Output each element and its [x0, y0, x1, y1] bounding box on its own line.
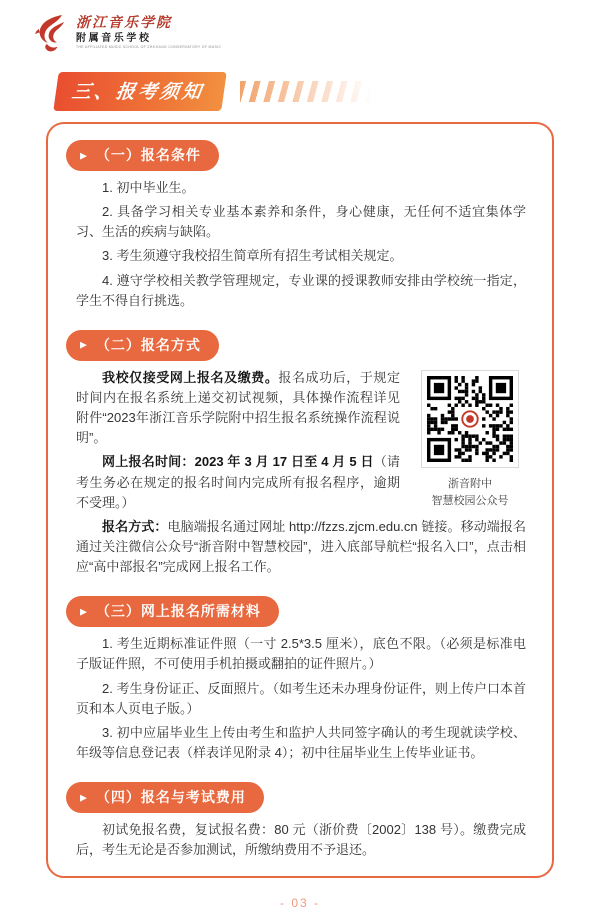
school-logo	[0, 0, 600, 52]
section-heading-pill	[66, 140, 219, 171]
list-item: 1. 初中毕业生。	[102, 180, 195, 195]
section-heading-pill	[66, 330, 219, 361]
paragraph-lead: 我校仅接受网上报名及缴费。	[102, 369, 279, 385]
list-item: 1. 考生近期标准证件照（一寸 2.5*3.5 厘米），底色不限。（必须是标准电子版证件照，不可使用手机拍摄或翻拍的证件照片。）	[76, 636, 526, 672]
qr-block	[414, 370, 526, 510]
section-registration-method	[66, 330, 528, 577]
page-title: 三、报考须知	[70, 81, 206, 103]
section-heading-pill	[66, 596, 279, 627]
list-item: 2. 考生身份证正、反面照片。（如考生还未办理身份证件，则上传户口本首页和本人页电子版。）	[76, 680, 526, 716]
list-item: 4. 遵守学校相关教学管理规定，专业课的授课教师安排由学校统一指定，学生不得自行挑选。	[76, 272, 526, 308]
content-border-box	[46, 122, 554, 878]
section-heading-pill	[66, 782, 264, 813]
section-heading-label: （一）报名条件	[95, 147, 201, 163]
qr-code	[427, 376, 513, 462]
triangle-icon: ▶	[80, 150, 88, 160]
section-body	[76, 820, 526, 860]
paragraph: 初试免报名费，复试报名费：80 元（浙价费〔2002〕138 号）。缴费完成后，考生无论是否参加测试，所缴纳费用不予退还。	[76, 822, 526, 858]
section-registration-conditions	[66, 140, 528, 311]
school-name-english: THE AFFILIATED MUSIC SCHOOL OF ZHEJIANG CONSERVATORY OF MUSIC	[76, 45, 222, 50]
school-name-sub: 附属音乐学校	[76, 32, 152, 44]
section-body	[76, 178, 526, 311]
paragraph	[76, 517, 526, 577]
school-name-block	[76, 15, 221, 49]
qr-caption-line2: 智慧校园公众号	[431, 494, 509, 507]
page-title-banner	[53, 72, 226, 111]
title-row	[56, 74, 600, 108]
triangle-icon: ▶	[80, 606, 88, 617]
paragraph-rest: （请考生务必在规定的报名时间内完成所有报名程序，逾期不受理。）	[76, 454, 400, 510]
phoenix-logo-icon	[33, 13, 69, 53]
qr-frame	[421, 370, 519, 468]
paragraph-lead: 报名方式：	[102, 518, 168, 534]
section-heading-label: （三）网上报名所需材料	[95, 603, 261, 620]
section-fees	[66, 782, 528, 860]
paragraph-rest: 报名成功后，于规定时间内在报名系统上递交初试视频，具体操作流程详见附件“2023年浙江音乐学院附中招生报名系统操作流程说明”。	[76, 369, 400, 446]
section-required-materials	[66, 596, 528, 763]
list-item: 3. 考生须遵守我校招生简章所有招生考试相关规定。	[102, 248, 403, 264]
triangle-icon: ▶	[80, 792, 88, 803]
decorative-slashes	[240, 81, 372, 102]
page-number: - 03 -	[279, 896, 320, 911]
paragraph-rest: 电脑端报名通过网址 http://fzzs.zjcm.edu.cn 链接。移动端报名通过关注微信公众号“浙音附中智慧校园”，进入底部导航栏“报名入口”，点击相应“高中部报名”完成网上报名工作。	[76, 518, 526, 575]
qr-caption	[414, 476, 526, 510]
list-item: 3. 初中应届毕业生上传由考生和监护人共同签字确认的考生现就读学校、年级等信息登记表（样表详见附录 4）；初中往届毕业生上传毕业证书。	[76, 724, 526, 760]
qr-caption-line1: 浙音附中	[448, 477, 492, 490]
section-heading-label: （四）报名与考试费用	[95, 789, 246, 806]
triangle-icon: ▶	[80, 339, 88, 350]
paragraph-lead: 网上报名时间：2023 年 3 月 17 日至 4 月 5 日	[102, 454, 374, 470]
section-heading-label: （二）报名方式	[95, 336, 201, 353]
section-body	[76, 368, 526, 577]
list-item: 2. 具备学习相关专业基本素养和条件，身心健康，无任何不适宜集体学习、生活的疾病与缺陷。	[76, 204, 526, 240]
school-name-main: 浙江音乐学院	[76, 15, 172, 32]
section-body	[76, 634, 526, 763]
